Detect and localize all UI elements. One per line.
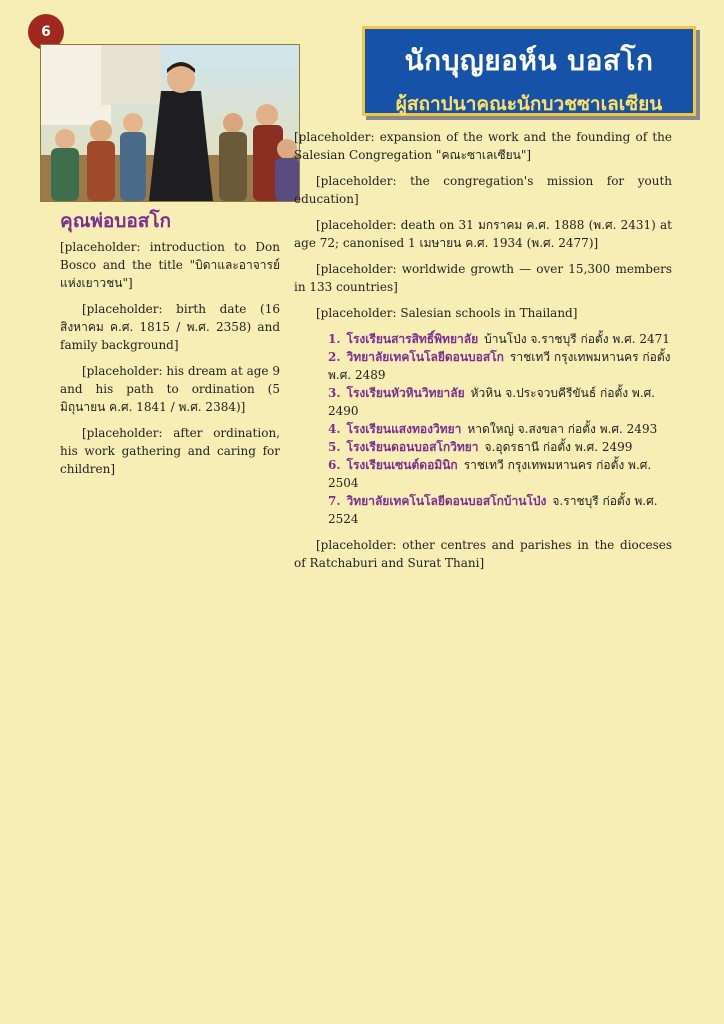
list-item: 6. โรงเรียนเซนต์ดอมินิก ราชเทวี กรุงเทพมหานคร ก่อตั้ง พ.ศ. 2504 <box>328 458 652 490</box>
paragraph: [placeholder: worldwide growth — over 15,300 members in 133 countries] <box>294 262 672 294</box>
paragraph: [placeholder: expansion of the work and the founding of the Salesian Congregation "คณะซาเลเซียน"] <box>294 130 672 162</box>
lead-heading: คุณพ่อบอสโก <box>60 210 172 232</box>
paragraph: [placeholder: the congregation's mission for youth education] <box>294 174 672 206</box>
paragraph: [placeholder: his dream at age 9 and his path to ordination (5 มิถุนายน ค.ศ. 1841 / พ.ศ. 2384)] <box>60 364 280 414</box>
paragraph: [placeholder: after ordination, his work gathering and caring for children] <box>60 426 280 476</box>
list-item: 4. โรงเรียนแสงทองวิทยา หาดใหญ่ จ.สงขลา ก่อตั้ง พ.ศ. 2493 <box>328 422 658 436</box>
paragraph: [placeholder: Salesian schools in Thailand] <box>316 306 578 320</box>
list-item: 1. โรงเรียนสารสิทธิ์พิทยาลัย บ้านโป่ง จ.ราชบุรี ก่อตั้ง พ.ศ. 2471 <box>328 332 670 346</box>
list-item: 2. วิทยาลัยเทคโนโลยีดอนบอสโก ราชเทวี กรุงเทพมหานคร ก่อตั้ง พ.ศ. 2489 <box>328 350 671 382</box>
paragraph: [placeholder: introduction to Don Bosco and the title "บิดาและอาจารย์แห่งเยาวชน"] <box>60 240 280 290</box>
right-column <box>294 128 672 580</box>
list-item: 3. โรงเรียนหัวหินวิทยาลัย หัวหิน จ.ประจวบคีรีขันธ์ ก่อตั้ง พ.ศ. 2490 <box>328 386 656 418</box>
priest-with-boys-illustration <box>40 44 300 202</box>
title-box <box>362 26 696 116</box>
school-list <box>294 330 672 528</box>
paragraph: [placeholder: death on 31 มกราคม ค.ศ. 1888 (พ.ศ. 2431) at age 72; canonised 1 เมษายน ค.ศ. 1934 (พ.ศ. 2477)] <box>294 218 672 250</box>
paragraph: [placeholder: other centres and parishes in the dioceses of Ratchaburi and Surat Thani] <box>294 538 672 570</box>
left-column <box>60 206 280 486</box>
page-number: 6 <box>28 14 64 50</box>
list-item: 5. โรงเรียนดอนบอสโกวิทยา จ.อุดรธานี ก่อตั้ง พ.ศ. 2499 <box>328 440 633 454</box>
page-title: นักบุญยอห์น บอสโก <box>404 44 654 77</box>
paragraph: [placeholder: birth date (16 สิงหาคม ค.ศ. 1815 / พ.ศ. 2358) and family background] <box>60 302 280 352</box>
page-subtitle: ผู้สถาปนาคณะนักบวชซาเลเซียน <box>395 93 663 115</box>
list-item: 7. วิทยาลัยเทคโนโลยีดอนบอสโกบ้านโป่ง จ.ราชบุรี ก่อตั้ง พ.ศ. 2524 <box>328 494 658 526</box>
